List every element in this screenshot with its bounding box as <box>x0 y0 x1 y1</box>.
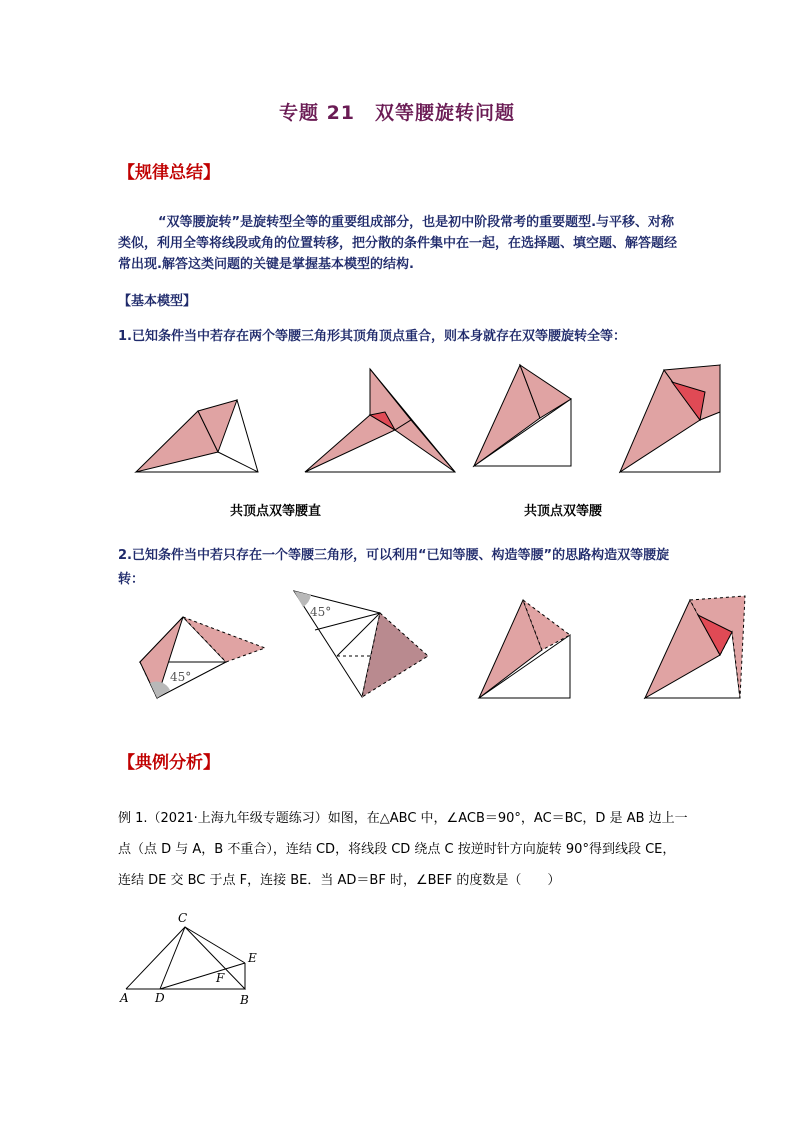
example-1-text: 例 1.（2021·上海九年级专题练习）如图，在△ABC 中，∠ACB＝90°，AC＝BC，D 是 AB 边上一点（点 D 与 A，B 不重合），连结 CD，将线段 CD 绕点 C 按逆时针方向旋转 90°得到线段 CE，连结 DE 交 BC 于点 F，连接 BE．当 AD＝BF 时，∠BEF 的度数是（ ） <box>118 811 688 888</box>
figure-5 <box>140 617 265 698</box>
section-heading-examples: 【典例分析】 <box>118 753 220 773</box>
item-2-text: 2.已知条件当中若只存在一个等腰三角形，可以利用“已知等腰、构造等腰”的思路构造双等腰旋转： <box>118 548 670 587</box>
angle-marker <box>294 591 311 607</box>
intro-paragraph: “双等腰旋转”是旋转型全等的重要组成部分，也是初中阶段常考的重要题型.与平移、对称类似，利用全等将线段或角的位置转移，把分散的条件集中在一起，在选择题、填空题、解答题经常出现.解答这类问题的关键是掌握基本模型的结构. <box>118 215 678 272</box>
pink-triangle <box>305 415 395 472</box>
caption-isosceles: 共顶点双等腰 <box>524 504 603 519</box>
example-figure <box>119 911 257 1007</box>
section-heading-rules: 【规律总结】 <box>118 163 220 183</box>
point-label-C: C <box>178 911 188 925</box>
angle-label-45: 45° <box>310 605 332 619</box>
point-label-B: B <box>240 993 249 1007</box>
pink-triangle <box>395 420 455 472</box>
basic-model-heading: 【基本模型】 <box>118 294 197 309</box>
figure-1 <box>136 400 258 472</box>
item-1-text: 1.已知条件当中若存在两个等腰三角形其顶角顶点重合，则本身就存在双等腰旋转全等： <box>118 329 626 344</box>
point-label-D: D <box>155 991 165 1005</box>
figure-7 <box>479 600 570 698</box>
page-title: 专题 21 双等腰旋转问题 <box>278 102 516 124</box>
dashed-shaded-triangle <box>362 613 428 697</box>
figure-6 <box>294 591 428 697</box>
angle-label-45: 45° <box>170 670 192 684</box>
figure-3 <box>474 365 571 466</box>
figure-4 <box>620 365 720 472</box>
dashed-pink-triangle <box>183 617 265 662</box>
point-label-A: A <box>120 991 129 1005</box>
caption-isosceles-right: 共顶点双等腰直 <box>230 504 322 519</box>
figure-8 <box>645 596 745 698</box>
point-label-F: F <box>216 971 225 985</box>
figure-2 <box>305 369 455 472</box>
point-label-E: E <box>248 951 257 965</box>
